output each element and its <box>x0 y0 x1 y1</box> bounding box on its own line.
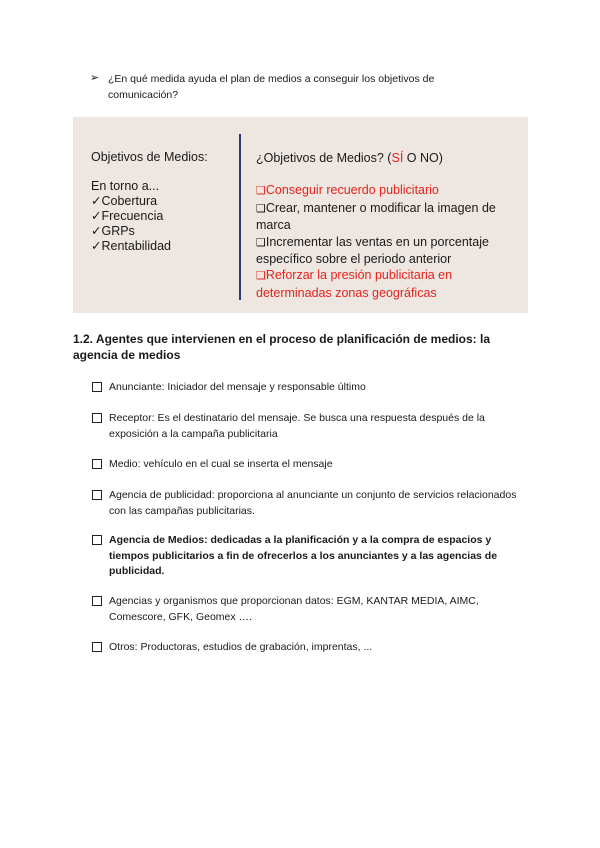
list-item-text: Otros: Productoras, estudios de grabación, imprentas, ... <box>109 641 373 653</box>
left-intro: En torno a... <box>91 179 160 193</box>
right-title-prefix: ¿Objetivos de Medios? ( <box>256 151 392 165</box>
left-item: ✓Rentabilidad <box>91 239 171 253</box>
right-title-suffix: O NO) <box>403 151 443 165</box>
right-title-si: SÍ <box>391 151 404 165</box>
objectives-question-column <box>256 150 524 301</box>
objective-text: Crear, mantener o modificar la imagen de marca <box>256 200 496 233</box>
checkbox-icon <box>92 490 102 500</box>
list-item-text: Agencia de Medios: dedicadas a la planificación y a la compra de espacios y tiempos publicitarios a fin de ofrecerlos a los anunciantes y a las agencias de publicidad. <box>109 534 498 577</box>
panel-divider <box>239 134 241 300</box>
objective-item <box>256 182 524 199</box>
list-item-text: Medio: vehículo en el cual se inserta el mensaje <box>109 458 333 470</box>
objective-text: Conseguir recuerdo publicitario <box>265 183 439 198</box>
left-title: Objetivos de Medios: <box>91 150 208 164</box>
list-item <box>92 411 522 442</box>
objective-item <box>256 234 524 268</box>
objective-item <box>256 267 524 301</box>
checkbox-icon <box>92 535 102 545</box>
checkbox-icon <box>92 596 102 606</box>
objective-text: Incrementar las ventas en un porcentaje específico sobre el periodo anterior <box>256 234 489 267</box>
checkbox-icon <box>92 642 102 652</box>
left-item: ✓Frecuencia <box>91 209 164 223</box>
checkbox-icon: ❑ <box>256 235 266 249</box>
section-heading: 1.2. Agentes que intervienen en el proceso de planificación de medios: la agencia de medios <box>73 332 491 362</box>
objective-item <box>256 200 524 234</box>
question-text: ¿En qué medida ayuda el plan de medios a conseguir los objetivos de comunicación? <box>108 73 435 101</box>
checkbox-icon: ❑ <box>256 269 266 283</box>
list-item-text: Agencias y organismos que proporcionan datos: EGM, KANTAR MEDIA, AIMC, Comescore, GFK, Geomex …. <box>109 595 479 623</box>
list-item-text: Receptor: Es el destinatario del mensaje. Se busca una respuesta después de la exposición a la campaña publicitaria <box>109 412 485 440</box>
checkbox-icon <box>92 459 102 469</box>
list-item-text: Agencia de publicidad: proporciona al anunciante un conjunto de servicios relacionados con las campañas publicitarias. <box>109 489 517 517</box>
objective-text: Reforzar la presión publicitaria en determinadas zonas geográficas <box>256 268 453 300</box>
list-item <box>92 380 522 396</box>
list-item-text: Anunciante: Iniciador del mensaje y responsable último <box>109 381 366 393</box>
checkbox-icon: ❑ <box>256 201 266 215</box>
list-item <box>92 533 522 580</box>
checkbox-icon: ❑ <box>256 184 266 198</box>
left-item: ✓GRPs <box>91 224 135 238</box>
list-item <box>92 457 522 473</box>
list-item <box>92 488 522 519</box>
left-item: ✓Cobertura <box>91 194 158 208</box>
checkbox-icon <box>92 382 102 392</box>
arrow-bullet-icon: ➢ <box>90 72 100 84</box>
right-title <box>256 150 524 166</box>
media-objectives-column <box>91 150 208 254</box>
checkbox-icon <box>92 413 102 423</box>
list-item <box>92 640 522 656</box>
list-item <box>92 594 522 625</box>
